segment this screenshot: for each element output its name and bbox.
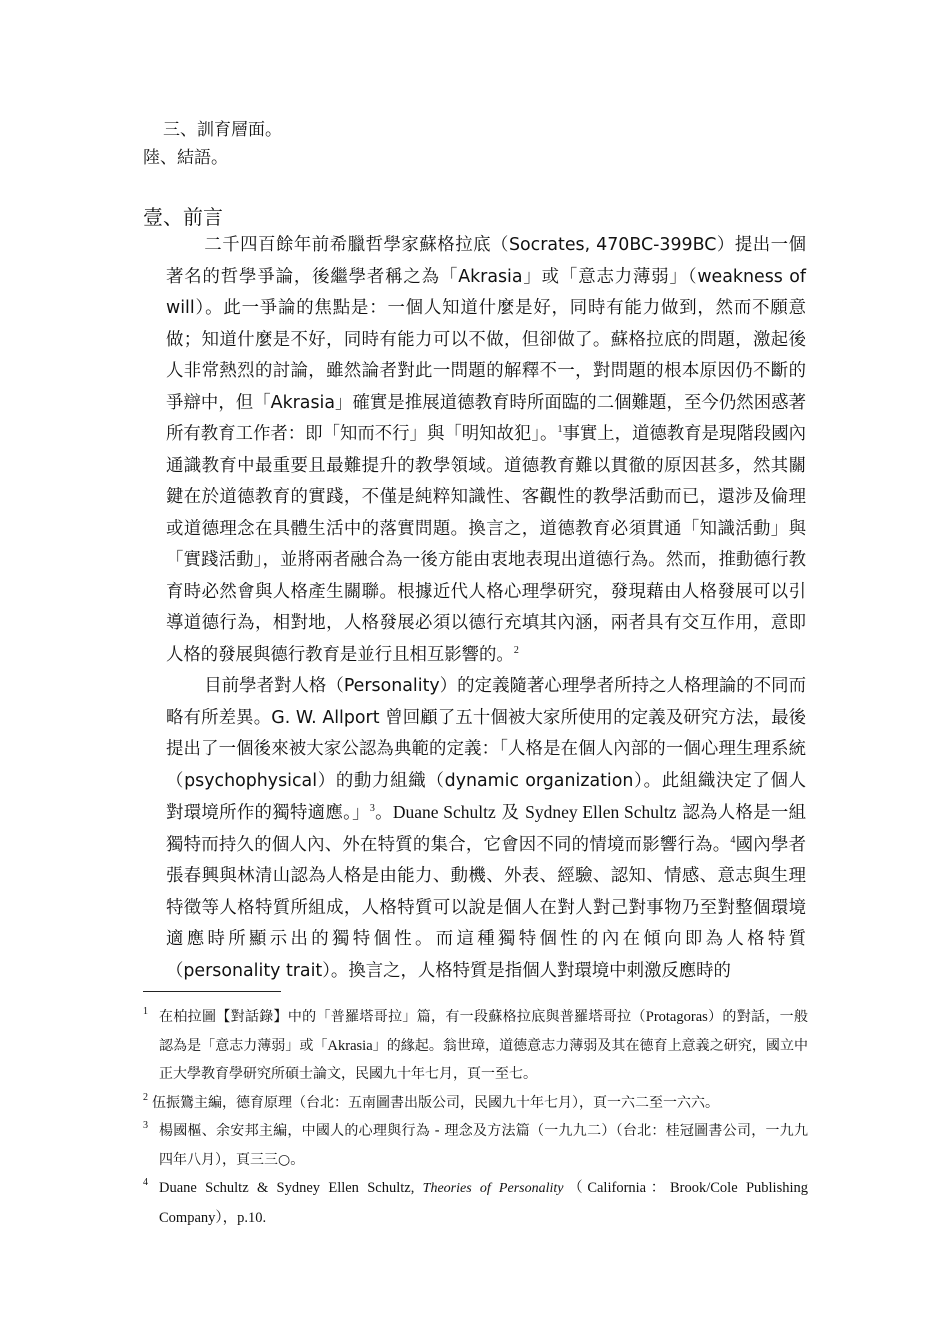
toc-item: 陸、結語。 [143, 148, 228, 168]
footnote-text: 」的緣起。翁世璋，道德意志力薄弱及其在德育上意義之研究，國立中正大學教育學研究所碩士論文，民國九十年七月，頁一至七。 [159, 1037, 808, 1082]
paragraph-text: 國內學者張春興與林清山認為人格是由能力、動機、外表、經驗、認知、情感、意志與生理特徵等人格特質所組成，人格特質可以說是個人在對人對己對事物乃至對整個環境適應時所顯示出的獨特個性。而這種獨特個性的內在傾向即為人格特質（personality trait）。換言之，人格特質是指個人對環境中刺激反應時的 [166, 834, 806, 981]
footnotes [143, 1003, 808, 1232]
footnote-ref[interactable]: 2 [513, 644, 519, 656]
author-name: Duane Schultz [392, 802, 496, 822]
footnote-text: Duane Schultz & Sydney Ellen Schultz, [159, 1180, 423, 1196]
paragraph-text: 認為人格是一組獨特而持久的個人內、外在特質的集合，它會因不同的情境而影響行為。 [166, 803, 806, 855]
footnote-ref[interactable]: 1 [557, 424, 563, 436]
footnote-text: Akrasia [327, 1037, 373, 1054]
footnote-text: ）的對話，一般認為是「意志力薄弱」或「 [159, 1009, 808, 1054]
footnote-text: 楊國樞、余安邦主編，中國人的心理與行為 - 理念及方法篇（一九九二）（台北：桂冠圖書公司，一九九四年八月），頁三三○。 [159, 1123, 808, 1168]
author-name: Sydney Ellen Schultz [525, 802, 677, 822]
paragraph-text: 。 [374, 803, 393, 823]
footnote-number: 3 [143, 1120, 148, 1131]
footnote-4 [143, 1174, 808, 1232]
footnote-ref[interactable]: 4 [730, 834, 736, 846]
body-text [166, 230, 806, 987]
section-heading: 壹、前言 [143, 205, 223, 229]
footnote-text: （California：Brook/Cole Publishing Company），p.10. [159, 1180, 808, 1226]
paragraph-text: 事實上，道德教育是現階段國內通識教育中最重要且最難提升的教學領域。道德教育難以貫徹的原因甚多，然其關鍵在於道德教育的實踐，不僅是純粹知識性、客觀性的教學活動而已，還涉及倫理或道德理念在具體生活中的落實問題。換言之，道德教育必須貫通「知識活動」與「實踐活動」，並將兩者融合為一後方能由衷地表現出道德行為。然而，推動德行教育時必然會與人格產生關聯。根據近代人格心理學研究，發現藉由人格發展可以引導道德行為，相對地，人格發展必須以德行充填其內涵，兩者具有交互作用，意即人格的發展與德行教育是並行且相互影響的。 [166, 424, 806, 665]
footnote-number: 2 [143, 1091, 148, 1103]
paragraph [166, 230, 806, 671]
paragraph-text: 二千四百餘年前希臘哲學家蘇格拉底（Socrates, 470BC-399BC）提出一個著名的哲學爭論，後繼學者稱之為「Akrasia」或「意志力薄弱」（weakness of will）。此一爭論的焦點是：一個人知道什麼是好，同時有能力做到，然而不願意做；知道什麼是不好，同時有能力可以不做，但卻做了。蘇格拉底的問題，激起後人非常熱烈的討論，雖然論者對此一問題的解釋不一，對問題的根本原因仍不斷的爭辯中，但「Akrasia」確實是推展道德教育時所面臨的二個難題，至今仍然困惑著所有教育工作者：即「知而不行」與「明知故犯」。 [166, 235, 806, 444]
footnote-3 [143, 1117, 808, 1174]
footnote-text: Protagoras [645, 1009, 708, 1025]
book-title: Theories of Personality [422, 1181, 564, 1196]
toc-item: 三、訓育層面。 [163, 120, 282, 140]
footnote-number: 4 [143, 1177, 148, 1188]
paragraph [166, 671, 806, 987]
footnote-1 [143, 1003, 808, 1089]
footnote-text: 伍振鷟主編，德育原理（台北：五南圖書出版公司，民國九十年七月），頁一六二至一六六。 [152, 1094, 719, 1111]
footnote-number: 1 [143, 1006, 148, 1017]
footnote-text: 在柏拉圖【對話錄】中的「普羅塔哥拉」篇，有一段蘇格拉底與普羅塔哥拉（ [159, 1009, 646, 1025]
paragraph-text: 及 [495, 803, 526, 823]
footnote-separator [143, 991, 281, 992]
paragraph-text: 目前學者對人格（Personality）的定義隨著心理學者所持之人格理論的不同而略有所差異。G. W. Allport 曾回顧了五十個被大家所使用的定義及研究方法，最後提出了一個後來被大家公認為典範的定義：「人格是在個人內部的一個心理生理系統（psychophysical）的動力組織（dynamic organization）。此組織決定了個人對環境所作的獨特適應。」 [166, 676, 806, 823]
footnote-ref[interactable]: 3 [369, 803, 375, 815]
footnote-2 [143, 1089, 808, 1118]
